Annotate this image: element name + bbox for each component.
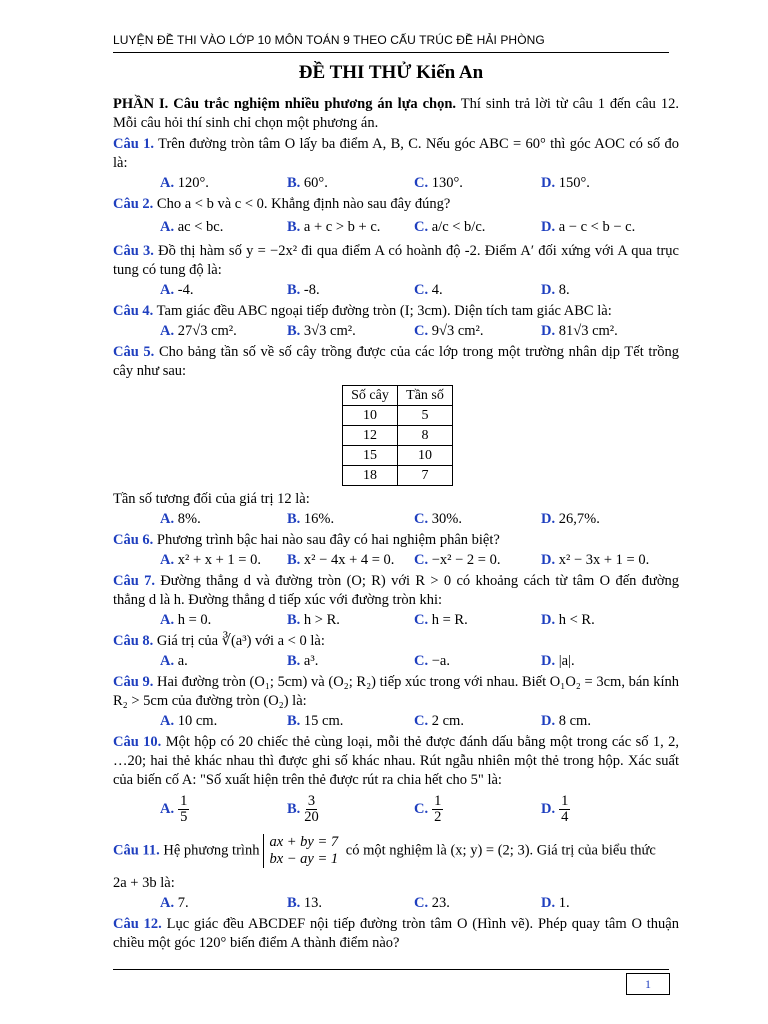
table-row [343,466,453,486]
question-text: Đường thẳng d và đường tròn (O; R) với R > 0 có khoảng cách từ tâm O đến đường thẳng d là h. Đường thẳng d tiếp xúc với đường tròn khi: [113,573,679,608]
question-number: Câu 8. [113,633,154,649]
option-b: B. 16%. [287,511,335,527]
option-c: C. 23. [414,895,450,911]
header-divider [113,52,669,53]
options-4 [113,321,679,342]
option-c: C. h = R. [414,612,468,628]
question-text: Hệ phương trình [159,842,260,859]
fraction: $\frac{3}{20}$ [304,792,319,825]
question-text: Tam giác đều ABC ngoại tiếp đường tròn (I; 3cm). Diện tích tam giác ABC là: [153,303,612,319]
question-number: Câu 10. [113,734,162,750]
question-number: Câu 6. [113,532,154,548]
table-cell: 15 [343,446,398,466]
question-11 [113,834,679,868]
question-12 [113,915,679,953]
question-text: Phương trình bậc hai nào sau đây có hai nghiệm phân biệt? [153,532,500,548]
options-3 [113,280,679,301]
option-d: D. $\frac{1}{4}$ [541,792,569,825]
question-text: Đồ thị hàm số y = −2x² đi qua điểm A có hoành độ -2. Điểm A′ đối xứng với A qua trục tung có tung độ là: [113,243,679,278]
question-10 [113,733,679,790]
option-d: D. 8. [541,282,570,298]
table-row [343,446,453,466]
table-header-row [343,386,453,406]
option-c: C. 2 cm. [414,713,464,729]
part-label: PHẦN I. Câu trắc nghiệm nhiều phương án lựa chọn. [113,96,457,112]
options-7 [113,610,679,631]
option-b: B. h > R. [287,612,340,628]
option-c: C. 130°. [414,175,463,191]
table-header: Số cây [343,386,398,406]
option-b: B. a + c > b + c. [287,219,381,235]
fraction: $\frac{1}{4}$ [561,792,569,825]
table-cell: 10 [343,406,398,426]
option-b: B. 15 cm. [287,713,344,729]
option-a: A. x² + x + 1 = 0. [160,552,261,568]
table-cell: 18 [343,466,398,486]
option-a: A. $\frac{1}{5}$ [160,792,188,825]
option-c: C. 30%. [414,511,462,527]
question-number: Câu 9. [113,674,154,690]
question-8 [113,632,679,651]
question-text: Một hộp có 20 chiếc thẻ cùng loại, mỗi thẻ được đánh dấu bằng một trong các số 1, 2, …20; hai thẻ khác nhau thì được ghi số khác nhau. Rút ngẫu nhiên một thẻ trong hộp. Xác suất của biến cố A: "Số xuất hiện trên thẻ được rút ra chia hết cho 5" là: [113,734,679,788]
options-10 [113,790,679,828]
question-number: Câu 5. [113,344,155,360]
table-cell: 5 [398,406,453,426]
option-a: A. 10 cm. [160,713,218,729]
option-d: D. x² − 3x + 1 = 0. [541,552,650,568]
question-3 [113,242,679,280]
page-number: 1 [626,973,670,995]
option-b: B. a³. [287,653,319,669]
question-2 [113,195,679,214]
question-number: Câu 1. [113,136,155,152]
table-row [343,406,453,426]
question-number: Câu 2. [113,196,154,212]
question-text: Cho a < b và c < 0. Khẳng định nào sau đây đúng? [153,196,451,212]
table-header: Tần số [398,386,453,406]
table-cell: 10 [398,446,453,466]
option-c: C. a/c < b/c. [414,219,486,235]
option-b: B. -8. [287,282,320,298]
option-a: A. a. [160,653,188,669]
question-5 [113,343,679,381]
question-number: Câu 7. [113,573,155,589]
option-c: C. 4. [414,282,443,298]
question-9 [113,673,679,711]
options-5 [113,509,679,530]
option-d: D. 26,7%. [541,511,600,527]
question-text: Giá trị của ∛(a³) với a < 0 là: [153,633,325,649]
option-a: A. ac < bc. [160,219,224,235]
question-4 [113,302,679,321]
table-cell: 12 [343,426,398,446]
frequency-table [342,385,453,486]
option-d: D. |a|. [541,653,575,669]
exam-content [113,95,679,953]
option-b: B. 60°. [287,175,328,191]
options-8 [113,651,679,672]
question-5-prompt: Tần số tương đối của giá trị 12 là: [113,491,310,507]
option-b: B. 3√3 cm². [287,323,356,339]
option-c: C. 9√3 cm². [414,323,484,339]
option-a: A. 7. [160,895,189,911]
fraction: $\frac{1}{2}$ [434,792,442,825]
part-text: Thí sinh trả lời từ câu 1 đến câu 12. Mỗi câu hỏi thí sinh chỉ chọn một phương án. [113,96,679,131]
options-1 [113,173,679,194]
option-b: B. 13. [287,895,323,911]
fraction: $\frac{1}{5}$ [180,792,188,825]
options-9 [113,711,679,732]
option-a: A. 120°. [160,175,209,191]
option-b: B. $\frac{3}{20}$ [287,792,319,825]
option-d: D. 150°. [541,175,590,191]
option-b: B. x² − 4x + 4 = 0. [287,552,395,568]
option-a: A. 27√3 cm². [160,323,237,339]
table-cell: 7 [398,466,453,486]
question-text: có một nghiệm là (x; y) = (2; 3). Giá trị của biểu thức [342,842,656,859]
option-d: D. 8 cm. [541,713,591,729]
option-a: A. -4. [160,282,194,298]
page-title: ĐỀ THI THỬ Kiến An [298,62,484,83]
question-number: Câu 4. [113,303,154,319]
option-c: C. $\frac{1}{2}$ [414,792,442,825]
equation-system: ax + by = 7 bx − ay = 1 [263,834,338,868]
options-2 [113,214,679,241]
option-d: D. 1. [541,895,570,911]
question-6 [113,531,679,550]
running-header: LUYỆN ĐỀ THI VÀO LỚP 10 MÔN TOÁN 9 THEO CẤU TRÚC ĐỀ HẢI PHÒNG [113,33,545,47]
question-7 [113,572,679,610]
question-11-prompt: 2a + 3b là: [113,875,175,891]
table-cell: 8 [398,426,453,446]
option-d: D. 81√3 cm². [541,323,618,339]
question-text: Lục giác đều ABCDEF nội tiếp đường tròn tâm O (Hình vẽ). Phép quay tâm O thuận chiều một góc 120° biến điểm A thành điểm nào? [113,916,679,951]
option-a: A. 8%. [160,511,201,527]
question-number: Câu 3. [113,243,154,259]
option-a: A. h = 0. [160,612,212,628]
question-number: Câu 11. [113,842,160,859]
question-1 [113,135,679,173]
question-text: Cho bảng tần số về số cây trồng được của các lớp trong một trường nhân dịp Tết trồng cây như sau: [113,344,679,379]
option-c: C. −x² − 2 = 0. [414,552,501,568]
option-d: D. a − c < b − c. [541,219,636,235]
question-text: Hai đường tròn (O₁; 5cm) và (O₂; R₂) tiếp xúc trong với nhau. Biết O₁O₂ = 3cm, bán kính R₂ > 5cm của đường tròn (O₂) là: [113,674,679,709]
options-11 [113,893,679,914]
part-intro [113,95,679,133]
option-d: D. h < R. [541,612,595,628]
table-row [343,426,453,446]
question-number: Câu 12. [113,916,162,932]
footer-divider [113,969,669,970]
options-6 [113,550,679,571]
option-c: C. −a. [414,653,450,669]
question-text: Trên đường tròn tâm O lấy ba điểm A, B, C. Nếu góc ABC = 60° thì góc AOC có số đo là: [113,136,679,171]
